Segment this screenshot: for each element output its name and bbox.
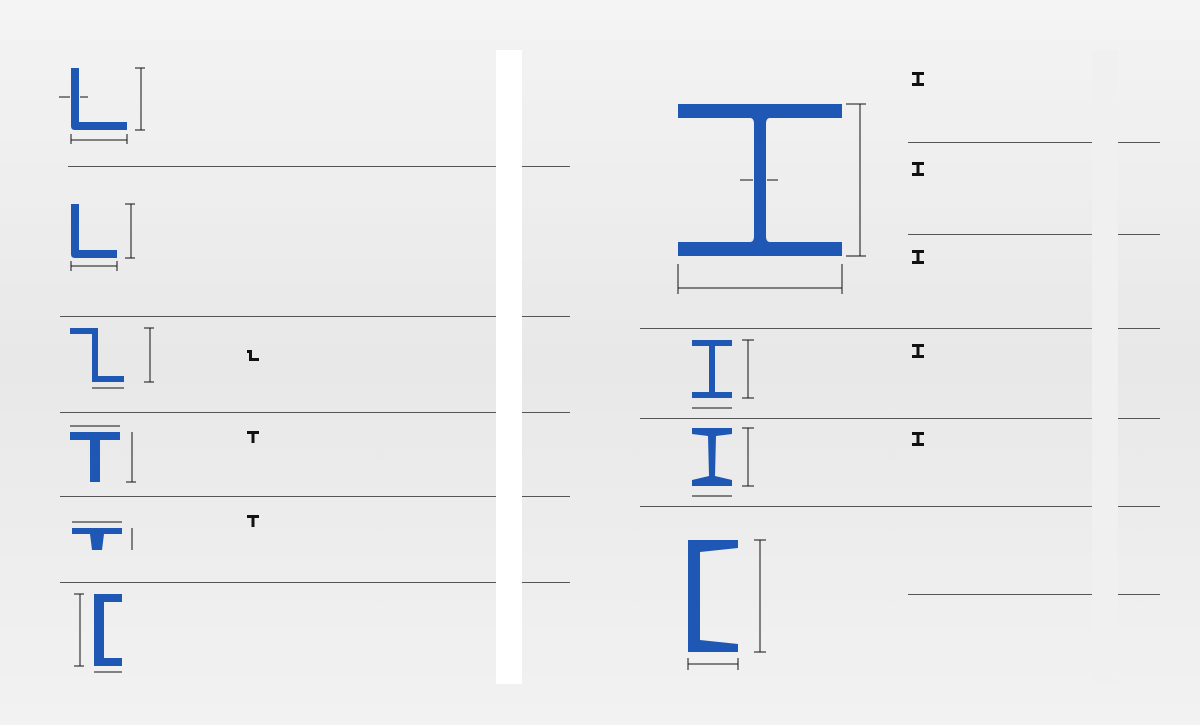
equal-angle-profile-drawing [55,60,165,150]
value-column-left [496,50,522,684]
np-beam-drawing [680,424,780,504]
wide-t-profile-drawing [60,512,170,572]
bottom-ruler-ticks [0,690,1200,725]
unequal-angle-profile-drawing [55,196,165,276]
bottom-ruler-inch [0,690,1200,725]
i-beam-icon [912,344,924,358]
z-section-icon [246,348,260,362]
divider [640,506,1160,507]
divider [60,412,570,413]
t-section-icon [246,430,260,444]
unp-profile-drawing [680,534,790,674]
divider [60,316,570,317]
z-profile-drawing [60,322,170,394]
divider [908,234,1160,235]
i-beam-icon [912,162,924,176]
divider [908,594,1160,595]
value-column-right [1092,50,1118,684]
divider [640,418,1160,419]
divider [60,496,570,497]
pe-beam-drawing [680,334,780,418]
divider [60,582,570,583]
upe-profile-drawing [60,588,170,678]
i-beam-icon [912,72,924,86]
divider [640,328,1160,329]
t-section-icon [246,514,260,528]
top-ruler-cm [0,0,1200,44]
top-ruler-ticks [0,0,1200,44]
divider [68,166,570,167]
he-beam-drawing [670,96,870,296]
i-beam-icon [912,432,924,446]
i-beam-icon [912,250,924,264]
divider [908,142,1160,143]
t-profile-drawing [60,418,170,492]
